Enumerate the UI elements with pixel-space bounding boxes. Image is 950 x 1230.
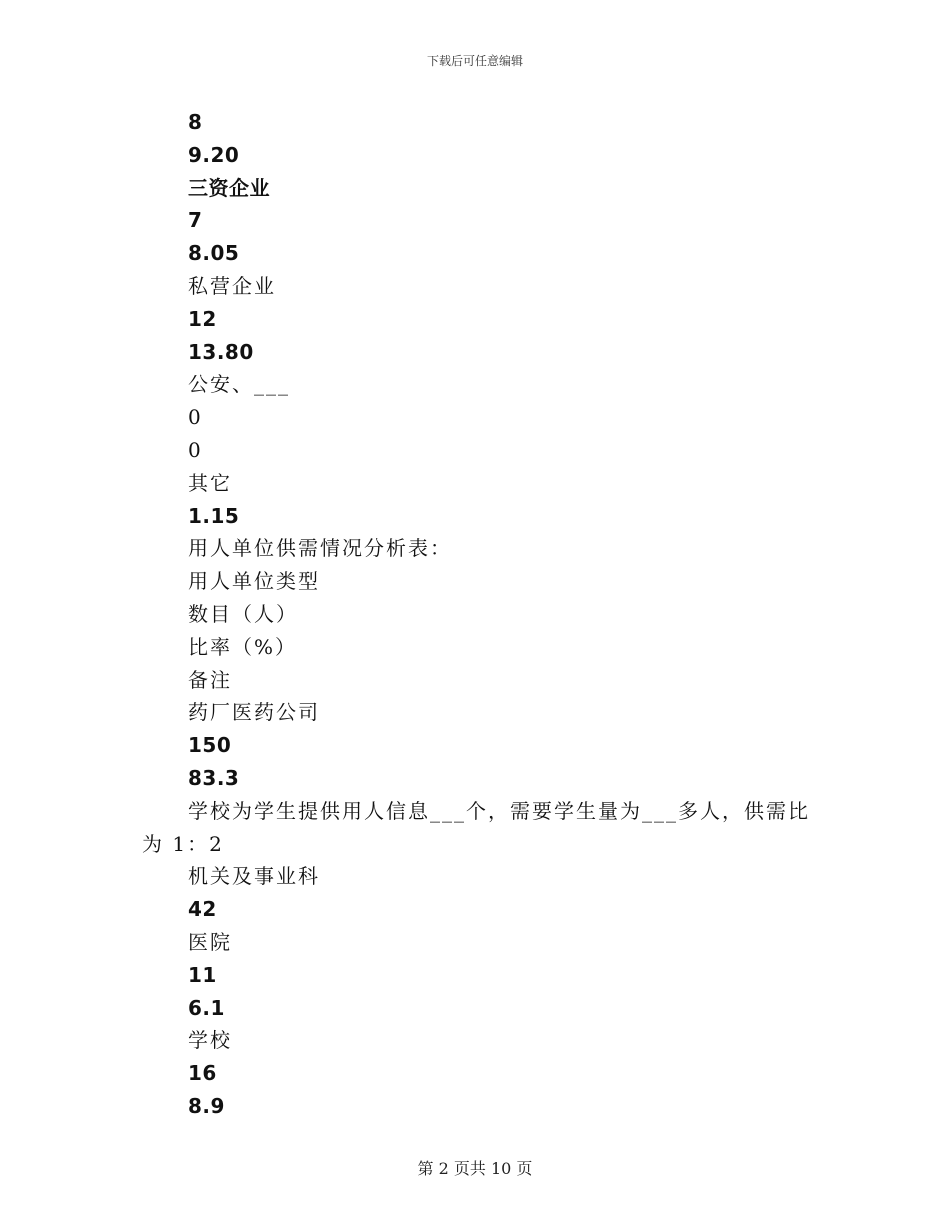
text-line: 比率（%） [188,634,298,659]
text-line: 8 [188,110,203,134]
text-line: 用人单位类型 [188,569,320,594]
text-line: 药厂医药公司 [188,700,320,725]
text-line: 11 [188,962,217,987]
text-line: 0 [188,405,203,430]
text-line: 数目（人） [188,602,298,626]
text-line: 12 [188,306,217,331]
text-line: 0 [188,438,203,462]
text-line: 7 [188,208,203,233]
text-line: 8.9 [188,1094,225,1118]
text-line: 1.15 [188,503,240,528]
text-line: 13.80 [188,339,254,364]
text-line: 医院 [188,930,232,954]
text-line: 为 1：2 [142,831,224,856]
text-line: 用人单位供需情况分析表： [188,536,452,561]
text-line: 16 [188,1061,217,1086]
text-line: 三资企业 [188,175,270,200]
text-line: 150 [188,733,232,758]
text-line: 83.3 [188,766,240,790]
text-line: 公安、___ [188,372,290,397]
text-line: 8.05 [188,241,240,266]
text-line: 6.1 [188,995,225,1020]
text-line: 9.20 [188,142,240,167]
text-line: 机关及事业科 [188,864,320,889]
text-line: 备注 [188,667,232,692]
page-header: 下载后可任意编辑 [426,54,523,68]
text-line: 私营企业 [188,274,276,298]
page-footer: 第 2 页共 10 页 [417,1159,533,1178]
text-line: 学校为学生提供用人信息___个，需要学生量为___多人，供需比 [188,798,810,823]
text-line: 学校 [188,1028,232,1053]
text-line: 其它 [188,470,232,495]
text-line: 42 [188,897,217,922]
